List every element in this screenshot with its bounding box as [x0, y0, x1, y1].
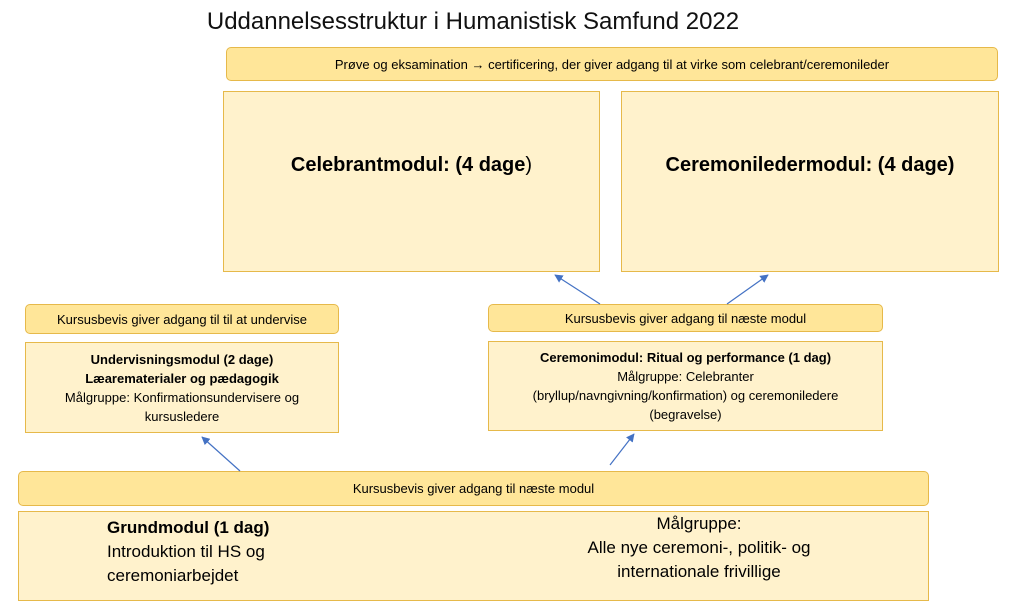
- grundmodul-line3: ceremoniarbejdet: [107, 566, 239, 585]
- certification-banner-text: Prøve og eksamination → certificering, der giver adgang til at virke som celebrant/ceremonileder: [334, 56, 890, 72]
- arrow-to-ceremonimodul: [610, 434, 634, 465]
- grundmodul-title: Grundmodul (1 dag): [107, 518, 270, 537]
- ceremoni-title: Ceremonimodul: Ritual og performance (1 dag): [539, 350, 832, 365]
- grundmodul-line2: Introduktion til HS og: [107, 542, 265, 561]
- grundmodul-target-label: Målgruppe:: [656, 514, 742, 533]
- undervisning-target-cont: kursusledere: [144, 408, 220, 424]
- grundmodul-target-line2: Alle nye ceremoni-, politik- og: [587, 538, 811, 557]
- grundmodul-target-line3: internationale frivillige: [617, 562, 781, 581]
- ceremoni-target-cont: (bryllup/navngivning/konfirmation) og ceremoniledere: [532, 388, 839, 403]
- ceremoni-target: Målgruppe: Celebranter: [617, 369, 754, 384]
- arrow-pill-to-ceremonileder: [727, 275, 768, 304]
- arrow-to-undervisning: [202, 437, 240, 471]
- diagram-title: Uddannelsesstruktur i Humanistisk Samfund 2022: [206, 8, 740, 35]
- undervisning-subtitle: Læarematerialer og pædagogik: [85, 370, 279, 386]
- ceremonileder-module-label: Ceremoniledermodul: (4 dage): [665, 154, 955, 176]
- ceremoni-target-end: (begravelse): [649, 407, 722, 422]
- undervisning-title: Undervisningsmodul (2 dage): [90, 351, 274, 367]
- next-module-text-bottom: Kursusbevis giver adgang til næste modul: [352, 481, 595, 496]
- arrow-pill-to-celebrant: [555, 275, 600, 304]
- next-module-text-right: Kursusbevis giver adgang til næste modul: [564, 310, 807, 326]
- teach-access-text: Kursusbevis giver adgang til til at undervise: [56, 311, 308, 327]
- celebrant-module-label: Celebrantmodul: (4 dage): [290, 154, 533, 176]
- undervisning-target: Målgruppe: Konfirmationsundervisere og: [64, 389, 300, 405]
